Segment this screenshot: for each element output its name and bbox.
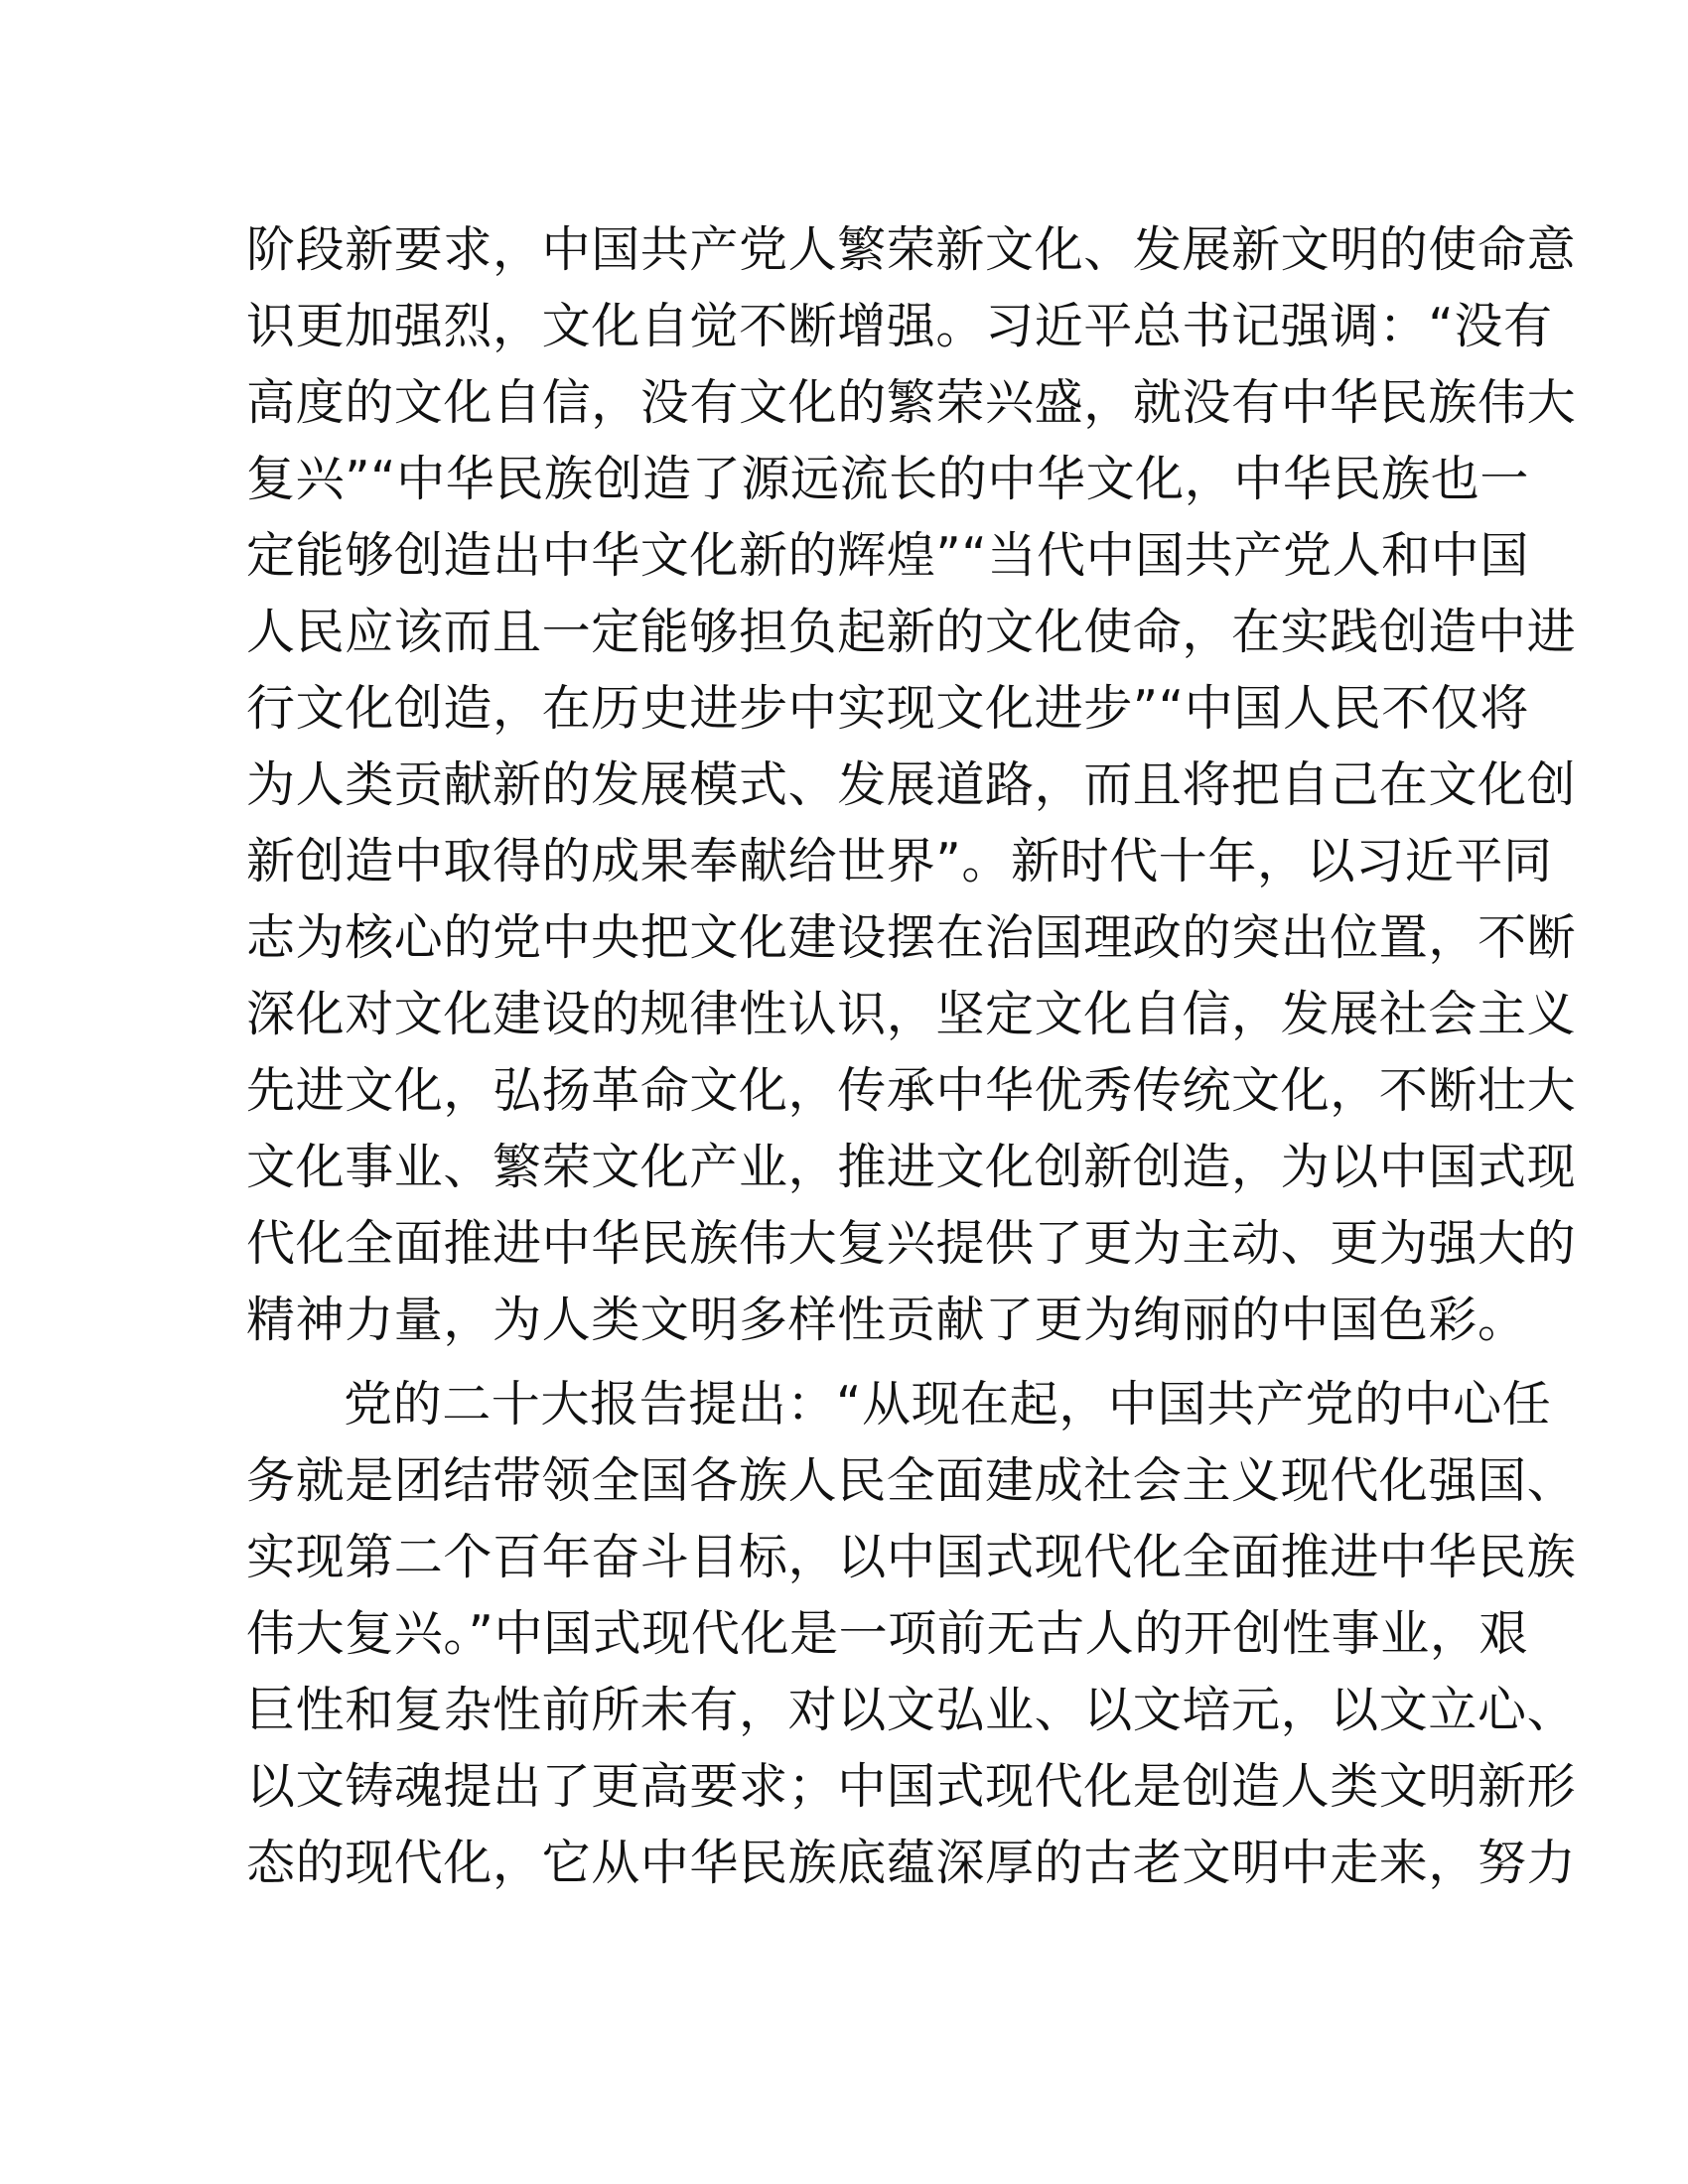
body-text: [246, 211, 1577, 1901]
text-line: 深化对文化建设的规律性认识，坚定文化自信，发展社会主义: [246, 986, 1577, 1042]
text-line: 志为核心的党中央把文化建设摆在治国理政的突出位置，不断: [246, 909, 1577, 966]
text-line: 新创造中取得的成果奉献给世界”。新时代十年，以习近平同: [246, 833, 1553, 889]
text-line: 先进文化，弘扬革命文化，传承中华优秀传统文化，不断壮大: [246, 1062, 1577, 1119]
text-line: 伟大复兴。”中国式现代化是一项前无古人的开创性事业，艰: [246, 1605, 1529, 1662]
paragraph-1: [246, 211, 1577, 1358]
text-line: 为人类贡献新的发展模式、发展道路，而且将把自己在文化创: [246, 756, 1577, 813]
text-line: 实现第二个百年奋斗目标，以中国式现代化全面推进中华民族: [246, 1529, 1577, 1585]
text-line: 阶段新要求，中国共产党人繁荣新文化、发展新文明的使命意: [246, 221, 1577, 278]
text-line: 识更加强烈，文化自觉不断增强。习近平总书记强调：“没有: [246, 298, 1553, 354]
text-line: 人民应该而且一定能够担负起新的文化使命，在实践创造中进: [246, 604, 1577, 660]
paragraph-spacer: [246, 1358, 1444, 1366]
text-line: 行文化创造，在历史进步中实现文化进步”“中国人民不仅将: [246, 680, 1529, 737]
text-line: 以文铸魂提出了更高要求；中国式现代化是创造人类文明新形: [246, 1758, 1577, 1815]
text-line: 态的现代化，它从中华民族底蕴深厚的古老文明中走来，努力: [246, 1835, 1577, 1891]
text-line: 巨性和复杂性前所未有，对以文弘业、以文培元，以文立心、: [246, 1682, 1577, 1738]
text-line: 务就是团结带领全国各族人民全面建成社会主义现代化强国、: [246, 1452, 1577, 1509]
text-line: 定能够创造出中华文化新的辉煌”“当代中国共产党人和中国: [246, 527, 1529, 584]
text-line: 党的二十大报告提出：“从现在起，中国共产党的中心任: [344, 1376, 1552, 1433]
text-line: 代化全面推进中华民族伟大复兴提供了更为主动、更为强大的: [246, 1215, 1577, 1272]
paragraph-2: [246, 1366, 1577, 1901]
text-line: 精神力量，为人类文明多样性贡献了更为绚丽的中国色彩。: [246, 1292, 1527, 1348]
text-line: 高度的文化自信，没有文化的繁荣兴盛，就没有中华民族伟大: [246, 374, 1577, 431]
text-line: 文化事业、繁荣文化产业，推进文化创新创造，为以中国式现: [246, 1139, 1577, 1195]
text-line: 复兴”“中华民族创造了源远流长的中华文化，中华民族也一: [246, 451, 1529, 507]
